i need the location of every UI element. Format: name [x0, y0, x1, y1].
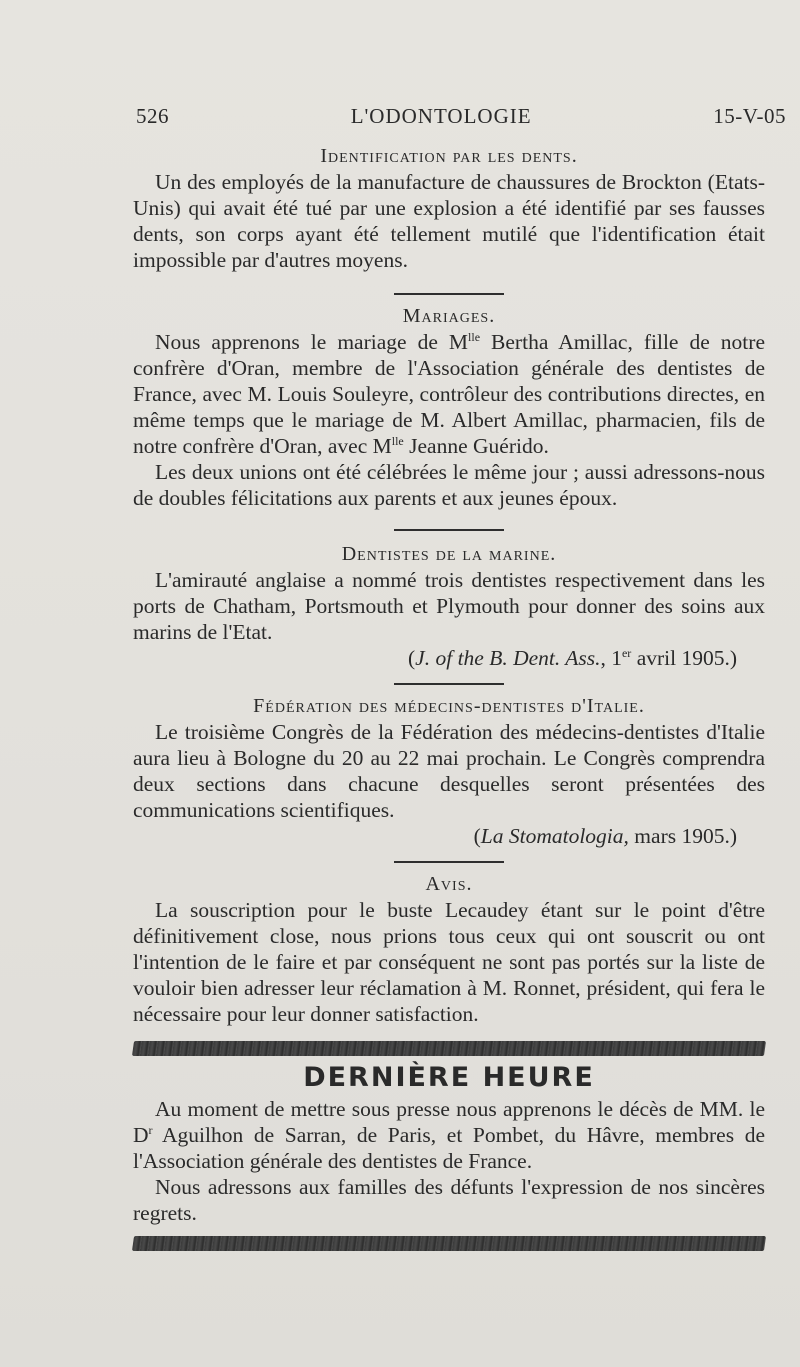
paragraph-derniere-1: Au moment de mettre sous presse nous apprenons le décès de MM. le $D^r$ Aguilhon de Sarran, de Paris, et Pombet, du Hâvre, membres de l'Association générale des dentistes de France.: [133, 1097, 765, 1173]
paragraph-derniere-2: Nous adressons aux familles des défunts l'expression de nos sincères regrets.: [133, 1175, 765, 1225]
paragraph-avis: La souscription pour le buste Lecaudey étant sur le point d'être définitivement close, nous prions tous ceux qui ont souscrit ou ont l'intention de le faire et par conséquent ne sont pas portés sur la liste de vouloir bien adresser leur réclamation à M. Ronnet, président, qui fera le nécessaire pour leur donner satisfaction.: [133, 898, 765, 1026]
section-title-derniere-heure: DERNIÈRE HEURE: [303, 1062, 595, 1093]
page-number: 526: [136, 104, 169, 128]
journal-title: L'ODONTOLOGIE: [350, 104, 532, 128]
paragraph-mariages-2: Les deux unions ont été célébrées le même jour ; aussi adressons-nous de doubles félicitations aux parents et aux jeunes époux.: [133, 460, 765, 510]
citation-marine: (J. of the B. Dent. Ass., 1er avril 1905.): [408, 645, 737, 670]
section-title-identification: Identification par les dents.: [320, 145, 578, 167]
decorative-band-bottom: [132, 1236, 766, 1251]
article-body: [133, 143, 765, 1251]
section-title-marine: Dentistes de la marine.: [341, 543, 557, 565]
section-title-avis: Avis.: [425, 873, 473, 895]
paragraph-mariages-1: Nous apprenons le mariage de $M^{lle}$ Bertha Amillac, fille de notre confrère d'Oran, membre de l'Association générale des dentistes de France, avec M. Louis Souleyre, contrôleur des contributions directes, en même temps que le mariage de M. Albert Amillac, pharmacien, fils de notre confrère d'Oran, avec $M^{lle}$ Jeanne Guérido.: [133, 329, 765, 458]
citation-federation: (La Stomatologia, mars 1905.): [473, 824, 737, 848]
running-header: [136, 104, 786, 129]
section-title-federation: Fédération des médecins-dentistes d'Italie.: [253, 695, 645, 717]
issue-date: 15-V-05: [713, 104, 786, 128]
paragraph-identification: Un des employés de la manufacture de chaussures de Brockton (Etats-Unis) qui avait été tué par une explosion a été identifié par ses fausses dents, son corps ayant été tellement mutilé que l'identification était impossible par d'autres moyens.: [133, 170, 765, 272]
decorative-band-top: [132, 1041, 766, 1056]
paragraph-federation: Le troisième Congrès de la Fédération des médecins-dentistes d'Italie aura lieu à Bologne du 20 au 22 mai prochain. Le Congrès comprendra deux sections dans chacune desquelles seront présentées des communications scientifiques.: [133, 720, 765, 822]
section-title-mariages: Mariages.: [402, 305, 496, 327]
paragraph-marine: L'amirauté anglaise a nommé trois dentistes respectivement dans les ports de Chatham, Portsmouth et Plymouth pour donner des soins aux marins de l'Etat.: [133, 568, 765, 644]
